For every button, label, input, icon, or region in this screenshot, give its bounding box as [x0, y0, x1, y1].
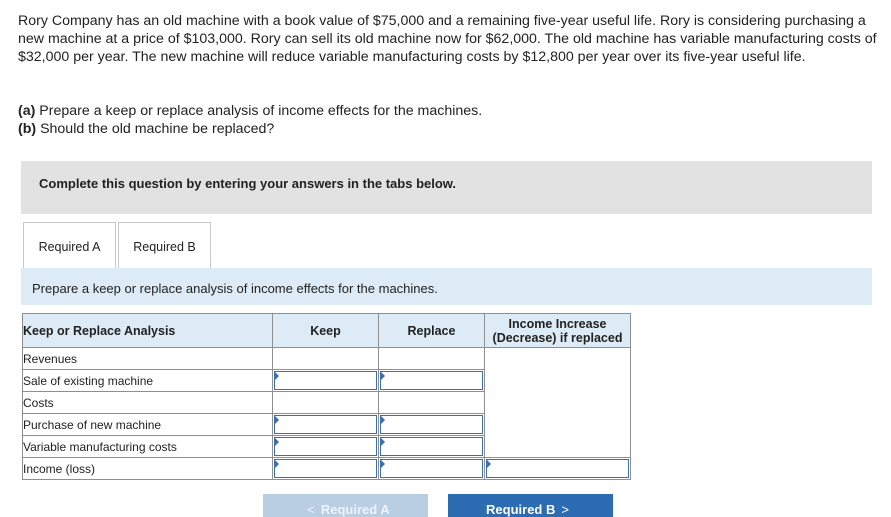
header-income-diff — [485, 314, 631, 348]
next-required-b-button[interactable] — [448, 494, 613, 517]
sale-replace-cell — [379, 370, 485, 392]
row-label-income: Income (loss) — [23, 458, 273, 480]
part-a-text: Prepare a keep or replace analysis of income effects for the machines. — [35, 103, 483, 119]
input-flag-icon — [274, 415, 279, 425]
part-b-text: Should the old machine be replaced? — [36, 121, 275, 137]
problem-text: Rory Company has an old machine with a book value of $75,000 and a remaining five-year useful life. Rory is considering purchasing a new machine at a price of $103,000. Rory can sell its old machine now for $62,000. The old machine has variable manufacturing costs of $32,000 per year. The new machine will reduce variable manufacturing costs by $12,800 per year over its five-year useful life. — [18, 13, 877, 65]
input-flag-icon — [380, 459, 385, 469]
header-income-line2: (Decrease) if replaced — [492, 330, 623, 345]
row-label-sale: Sale of existing machine — [23, 370, 273, 392]
empty-cell — [273, 392, 379, 414]
prev-required-a-button[interactable] — [263, 494, 428, 517]
variable-replace-cell — [379, 436, 485, 458]
sale-replace-input[interactable] — [380, 371, 483, 390]
chevron-left-icon: < — [307, 502, 315, 517]
input-flag-icon — [486, 459, 491, 469]
tab-required-b[interactable]: Required B — [118, 222, 211, 268]
row-label-revenues: Revenues — [23, 348, 273, 370]
header-income-line1: Income Increase — [508, 316, 607, 331]
header-keep: Keep — [273, 314, 379, 348]
variable-keep-input[interactable] — [274, 437, 377, 456]
income-replace-cell — [379, 458, 485, 480]
next-button-label: Required B — [486, 502, 556, 517]
problem-statement — [18, 12, 884, 66]
purchase-keep-input[interactable] — [274, 415, 377, 434]
income-keep-cell — [273, 458, 379, 480]
tab-required-a[interactable]: Required A — [23, 222, 116, 268]
income-keep-input[interactable] — [274, 459, 377, 478]
part-a-tag: (a) — [18, 103, 36, 119]
income-replace-input[interactable] — [380, 459, 483, 478]
question-parts — [18, 102, 482, 138]
input-flag-icon — [380, 371, 385, 381]
input-flag-icon — [274, 459, 279, 469]
row-label-costs: Costs — [23, 392, 273, 414]
instructions-banner: Complete this question by entering your answers in the tabs below. — [21, 161, 872, 214]
row-label-variable: Variable manufacturing costs — [23, 436, 273, 458]
chevron-right-icon: > — [561, 502, 569, 517]
part-b-tag: (b) — [18, 121, 37, 137]
header-row — [23, 314, 631, 348]
empty-cell — [379, 392, 485, 414]
empty-cell — [273, 348, 379, 370]
part-a — [18, 102, 482, 120]
table-row — [23, 458, 631, 480]
input-flag-icon — [380, 415, 385, 425]
purchase-keep-cell — [273, 414, 379, 436]
purchase-replace-cell — [379, 414, 485, 436]
keep-replace-table — [22, 313, 631, 480]
part-b — [18, 120, 482, 138]
input-flag-icon — [274, 437, 279, 447]
header-analysis: Keep or Replace Analysis — [23, 314, 273, 348]
variable-replace-input[interactable] — [380, 437, 483, 456]
row-label-purchase: Purchase of new machine — [23, 414, 273, 436]
sale-keep-cell — [273, 370, 379, 392]
input-flag-icon — [380, 437, 385, 447]
income-diff-input[interactable] — [486, 459, 629, 478]
table-row — [23, 348, 631, 370]
income-diff-cell — [485, 458, 631, 480]
variable-keep-cell — [273, 436, 379, 458]
purchase-replace-input[interactable] — [380, 415, 483, 434]
tab-instruction: Prepare a keep or replace analysis of income effects for the machines. — [21, 268, 872, 305]
prev-button-label: Required A — [320, 502, 390, 517]
empty-cell — [379, 348, 485, 370]
sale-keep-input[interactable] — [274, 371, 377, 390]
income-diff-blank — [485, 348, 631, 458]
input-flag-icon — [274, 371, 279, 381]
header-replace: Replace — [379, 314, 485, 348]
